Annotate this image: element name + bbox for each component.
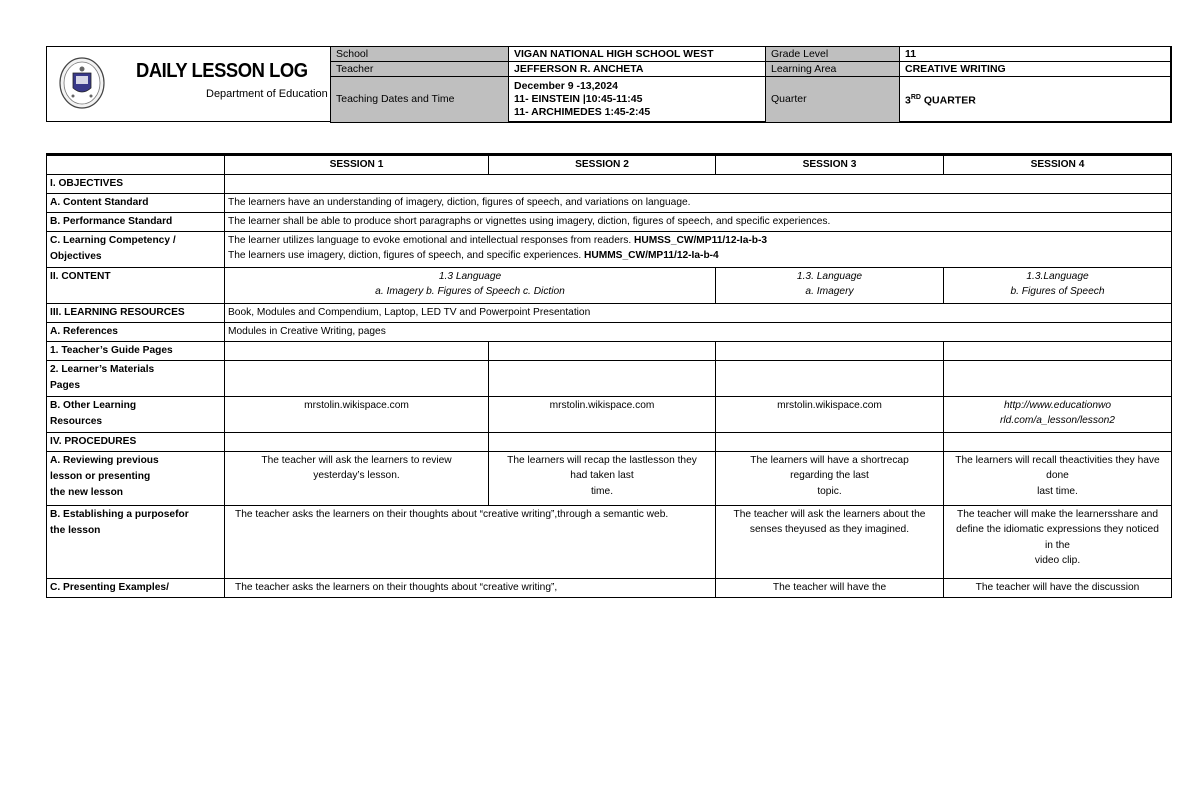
review-session-2 [489,451,716,505]
content-label: II. CONTENT [47,267,225,303]
empty-cell [225,360,489,396]
learning-area-label: Learning Area [766,62,900,77]
label-line: B. Establishing a purposefor [50,508,189,520]
text-line: topic. [817,485,842,497]
dates-line: December 9 -13,2024 [514,80,618,92]
content-line: a. Imagery [805,286,854,297]
text-line: The learners will recap the lastlesson they [507,454,697,466]
text-line: The learners will have a shortrecap [750,454,909,466]
teacher-label: Teacher [331,62,509,77]
corner-cell [47,155,225,175]
competency-label-line: Objectives [50,250,102,262]
procedures-label: IV. PROCEDURES [47,432,225,451]
session-header: SESSION 1 [225,155,489,175]
references-label: A. References [47,322,225,341]
text-line: in the [1045,539,1070,551]
examples-session-1-2: The teacher asks the learners on their thoughts about “creative writing”, [225,578,716,597]
text-line: The teacher will ask the learners to review [261,454,452,466]
empty-cell [489,341,716,360]
label-line: A. Reviewing previous [50,454,159,466]
dates-value [509,77,766,123]
school-label: School [331,47,509,62]
deped-seal-icon [58,56,106,110]
session-header: SESSION 3 [716,155,944,175]
label-line: lesson or presenting [50,470,151,482]
content-line: 1.3 Language [438,270,502,282]
quarter-number: 3 [905,94,911,107]
dates-label: Teaching Dates and Time [331,77,509,123]
text-line: regarding the last [790,470,869,481]
label-line: Resources [50,415,103,427]
text-line: The teacher will make the learnersshare and [956,508,1159,520]
page-title: DAILY LESSON LOG [136,60,308,82]
empty-cell [225,174,1172,193]
empty-cell [716,360,944,396]
content-standard-label: A. Content Standard [47,193,225,212]
empty-cell [944,360,1172,396]
resource-link[interactable]: mrstolin.wikispace.com [225,396,489,432]
text-line: done [1046,470,1069,481]
presenting-examples-label: C. Presenting Examples/ [47,578,225,597]
text-line: had taken last [570,470,634,481]
grade-value: 11 [900,47,1172,62]
link-line: http://www.educationwo [1003,399,1112,411]
competency-label [47,231,225,267]
empty-cell [716,432,944,451]
resource-link[interactable] [944,396,1172,432]
learning-area-value: CREATIVE WRITING [900,62,1172,77]
purpose-label [47,505,225,578]
competency-code: HUMMS_CW/MP11/12-Ia-b-4 [584,250,719,261]
purpose-session-4 [944,505,1172,578]
content-line: 1.3.Language [1026,270,1089,282]
learning-resources-text: Book, Modules and Compendium, Laptop, LED TV and Powerpoint Presentation [225,303,1172,322]
empty-cell [225,432,489,451]
content-session-4 [944,267,1172,303]
content-line: 1.3. Language [796,270,863,282]
purpose-session-1-2: The teacher asks the learners on their thoughts about “creative writing”,through a semantic web. [225,505,716,578]
competency-code: HUMSS_CW/MP11/12-Ia-b-3 [634,234,768,246]
content-standard-text: The learners have an understanding of imagery, diction, figures of speech, and variations on language. [225,193,1172,212]
label-line: B. Other Learning [50,399,137,411]
performance-standard-label: B. Performance Standard [47,212,225,231]
session-header: SESSION 4 [944,155,1172,175]
label-line: the lesson [50,524,101,536]
text-line: video clip. [1034,555,1081,566]
empty-cell [225,341,489,360]
quarter-suffix: RD [910,94,921,102]
quarter-label: Quarter [766,77,900,123]
text-line: yesterday’s lesson. [313,470,400,481]
dates-line: 11- EINSTEIN |10:45-11:45 [514,93,643,105]
school-value: VIGAN NATIONAL HIGH SCHOOL WEST [509,47,766,62]
grade-label: Grade Level [766,47,900,62]
empty-cell [489,360,716,396]
empty-cell [944,432,1172,451]
reviewing-label [47,451,225,505]
competency-sentence: The learner utilizes language to evoke emotional and intellectual responses from readers. [228,234,635,246]
header-info-table [330,46,1172,123]
text-line: time. [590,485,614,497]
content-line: a. Imagery b. Figures of Speech c. Diction [375,286,565,297]
label-line: 2. Learner’s Materials [50,363,155,375]
department-name: Department of Education [206,88,328,100]
quarter-word: QUARTER [920,94,976,107]
other-resources-label [47,396,225,432]
empty-cell [489,432,716,451]
review-session-4 [944,451,1172,505]
teacher-value: JEFFERSON R. ANCHETA [509,62,766,77]
examples-session-3: The teacher will have the [716,578,944,597]
competency-sentence: The learners use imagery, diction, figures of speech, and specific experiences. [228,250,584,261]
purpose-session-3 [716,505,944,578]
examples-session-4: The teacher will have the discussion [944,578,1172,597]
text-line: The teacher will ask the learners about the [733,508,926,520]
resource-link[interactable]: mrstolin.wikispace.com [489,396,716,432]
competency-line [228,233,1168,249]
label-line: the new lesson [50,486,124,498]
review-session-1 [225,451,489,505]
empty-cell [944,341,1172,360]
link-line: rld.com/a_lesson/lesson2 [1000,415,1115,426]
content-session-1-2 [225,267,716,303]
text-line: last time. [1037,485,1078,497]
learning-resources-label: III. LEARNING RESOURCES [47,303,225,322]
objectives-label: I. OBJECTIVES [47,174,225,193]
text-line: senses theyused as they imagined. [749,524,910,535]
resource-link[interactable]: mrstolin.wikispace.com [716,396,944,432]
competency-label-line: C. Learning Competency / [50,234,176,246]
dates-line: 11- ARCHIMEDES 1:45-2:45 [514,106,651,118]
learners-materials-label [47,360,225,396]
empty-cell [716,341,944,360]
label-line: Pages [50,379,81,391]
references-text: Modules in Creative Writing, pages [225,322,1172,341]
lesson-log-table [46,153,1172,598]
competency-line [228,248,1168,264]
competency-text [225,231,1172,267]
text-line: define the idiomatic expressions they noticed [956,524,1159,535]
session-header: SESSION 2 [489,155,716,175]
performance-standard-text: The learner shall be able to produce short paragraphs or vignettes using imagery, diction, figures of speech, and specific experiences. [225,212,1172,231]
content-session-3 [716,267,944,303]
content-line: b. Figures of Speech [1010,286,1105,297]
text-line: The learners will recall theactivities they have [955,454,1160,466]
review-session-3 [716,451,944,505]
teachers-guide-label: 1. Teacher’s Guide Pages [47,341,225,360]
quarter-value [900,77,1172,123]
